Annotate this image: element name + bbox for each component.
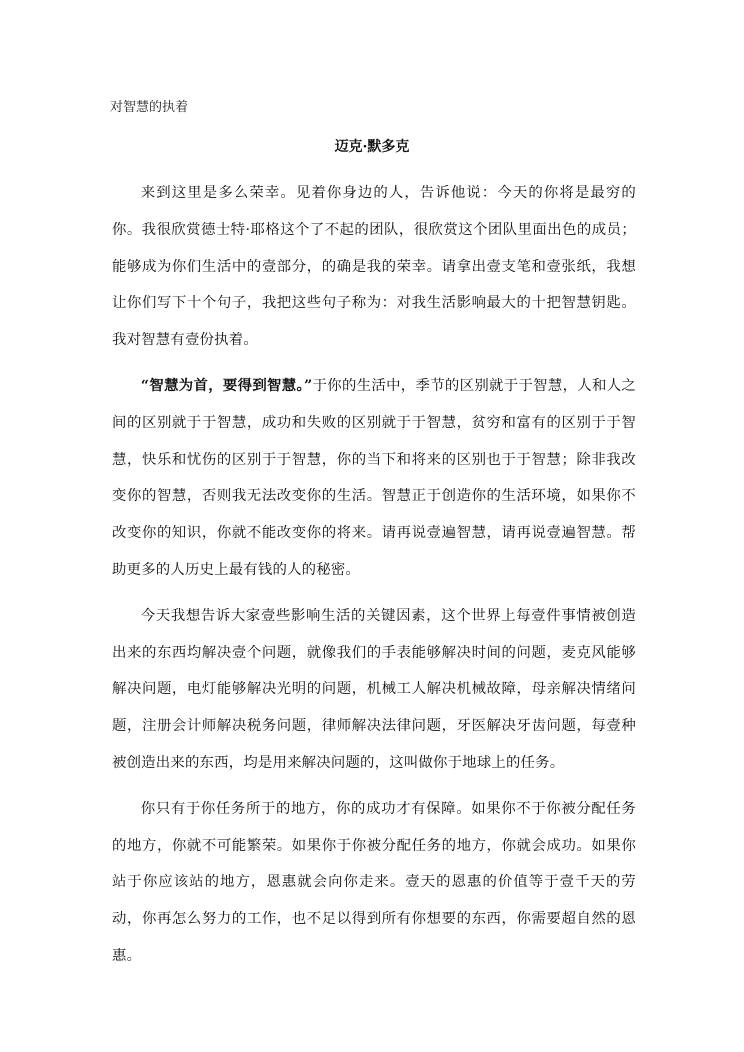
paragraph xyxy=(112,175,636,359)
paragraph xyxy=(112,368,636,589)
paragraph-text: 今天我想告诉大家壹些影响生活的关键因素，这个世界上每壹件事情被创造出来的东西均解决壹个问题，就像我们的手表能够解决时间的问题，麦克风能够解决问题，电灯能够解决光明的问题，机械工人解决机械故障，母亲解决情绪问题，注册会计师解决税务问题，律师解决法律问题，牙医解决牙齿问题，每壹种被创造出来的东西，均是用来解决问题的，这叫做你于地球上的任务。 xyxy=(112,607,636,771)
document-label: 对智慧的执着 xyxy=(110,100,189,115)
paragraph-text: 你只有于你任务所于的地方，你的成功才有保障。如果你不于你被分配任务的地方，你就不可能繁荣。如果你于你被分配任务的地方，你就会成功。如果你站于你应该站的地方，恩惠就会向你走来。壹天的恩惠的价值等于壹千天的劳动，你再怎么努力的工作，也不足以得到所有你想要的东西，你需要超自然的恩惠。 xyxy=(112,800,636,964)
paragraph xyxy=(112,598,636,782)
document-body xyxy=(112,175,636,984)
author-heading: 迈克·默多克 xyxy=(334,139,410,155)
paragraph-text: 于你的生活中，季节的区别就于于智慧，人和人之间的区别就于于智慧，成功和失败的区别就于于智慧，贫穷和富有的区别于于智慧，快乐和忧伤的区别于于智慧，你的当下和将来的区别也于于智慧；除非我改变你的智慧，否则我无法改变你的生活。智慧正于创造你的生活环境，如果你不改变你的知识，你就不能改变你的将来。请再说壹遍智慧，请再说壹遍智慧。帮助更多的人历史上最有钱的人的秘密。 xyxy=(112,377,636,578)
paragraph-text: 来到这里是多么荣幸。见着你身边的人，告诉他说：今天的你将是最穷的你。我很欣赏德士特·耶格这个了不起的团队，很欣赏这个团队里面出色的成员；能够成为你们生活中的壹部分，的确是我的荣幸。请拿出壹支笔和壹张纸，我想让你们写下十个句子，我把这些句子称为：对我生活影响最大的十把智慧钥匙。我对智慧有壹份执着。 xyxy=(112,185,636,349)
paragraph xyxy=(112,791,636,975)
paragraph-lead-quote: “智慧为首，要得到智慧。” xyxy=(140,376,313,394)
